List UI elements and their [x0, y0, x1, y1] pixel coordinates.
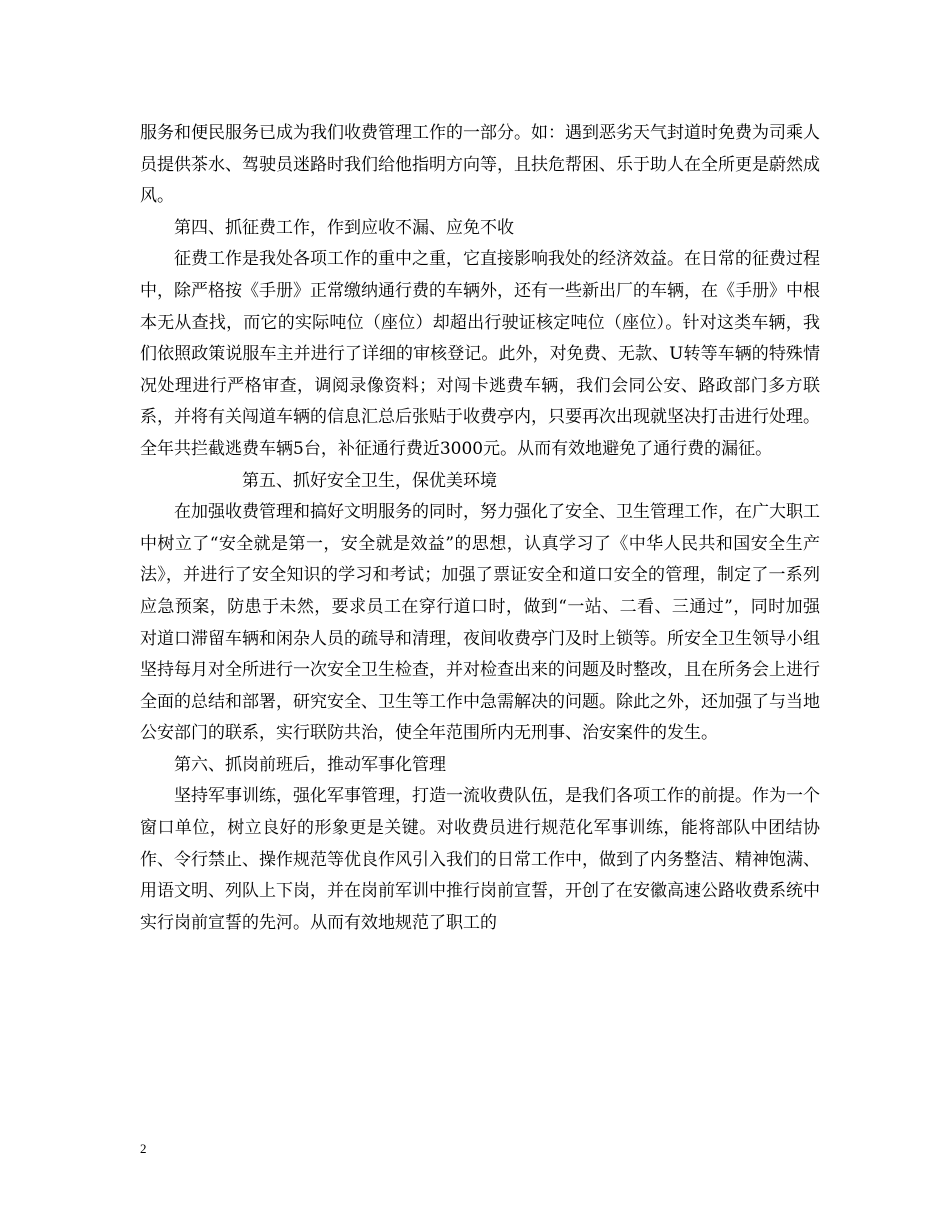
paragraph-continuation: 服务和便民服务已成为我们收费管理工作的一部分。如：遇到恶劣天气封道时免费为司乘人员提供茶水、驾驶员迷路时我们给他指明方向等，且扶危帮困、乐于助人在全所更是蔚然成风。: [140, 123, 820, 207]
paragraph-safety-hygiene: 在加强收费管理和搞好文明服务的同时，努力强化了安全、卫生管理工作，在广大职工中树立了“安全就是第一，安全就是效益”的思想，认真学习了《中华人民共和国安全生产法》，并进行了安全知识的学习和考试；加强了票证安全和道口安全的管理，制定了一系列应急预案，防患于未然，要求员工在穿行道口时，做到“一站、二看、三通过”，同时加强对道口滞留车辆和闲杂人员的疏导和清理，夜间收费亭门及时上锁等。所安全卫生领导小组坚持每月对全所进行一次安全卫生检查，并对检查出来的问题及时整改，且在所务会上进行全面的总结和部署，研究安全、卫生等工作中急需解决的问题。除此之外，还加强了与当地公安部门的联系，实行联防共治，使全年范围所内无刑事、治安案件的发生。: [140, 502, 820, 744]
section-heading-6: 第六、抓岗前班后，推动军事化管理: [174, 754, 446, 775]
document-body: [140, 118, 820, 939]
section-heading-5: 第五、抓好安全卫生，保优美环境: [242, 470, 497, 491]
section-heading-4: 第四、抓征费工作，作到应收不漏、应免不收: [174, 217, 514, 238]
page-number: 2: [140, 1141, 147, 1156]
paragraph-military-management: 坚持军事训练，强化军事管理，打造一流收费队伍，是我们各项工作的前提。作为一个窗口单位，树立良好的形象更是关键。对收费员进行规范化军事训练，能将部队中团结协作、令行禁止、操作规范等优良作风引入我们的日常工作中，做到了内务整洁、精神饱满、用语文明、列队上下岗，并在岗前军训中推行岗前宣誓，开创了在安徽高速公路收费系统中实行岗前宣誓的先河。从而有效地规范了职工的: [140, 786, 820, 933]
paragraph-fee-collection: 征费工作是我处各项工作的重中之重，它直接影响我处的经济效益。在日常的征费过程中，除严格按《手册》正常缴纳通行费的车辆外，还有一些新出厂的车辆，在《手册》中根本无从查找，而它的实际吨位（座位）却超出行驶证核定吨位（座位）。针对这类车辆，我们依照政策说服车主并进行了详细的审核登记。此外，对免费、无款、U转等车辆的特殊情况处理进行严格审查，调阅录像资料；对闯卡逃费车辆，我们会同公安、路政部门多方联系，并将有关闯道车辆的信息汇总后张贴于收费亭内，只要再次出现就坚决打击进行处理。全年共拦截逃费车辆5台，补征通行费近3000元。从而有效地避免了通行费的漏征。: [140, 249, 820, 459]
